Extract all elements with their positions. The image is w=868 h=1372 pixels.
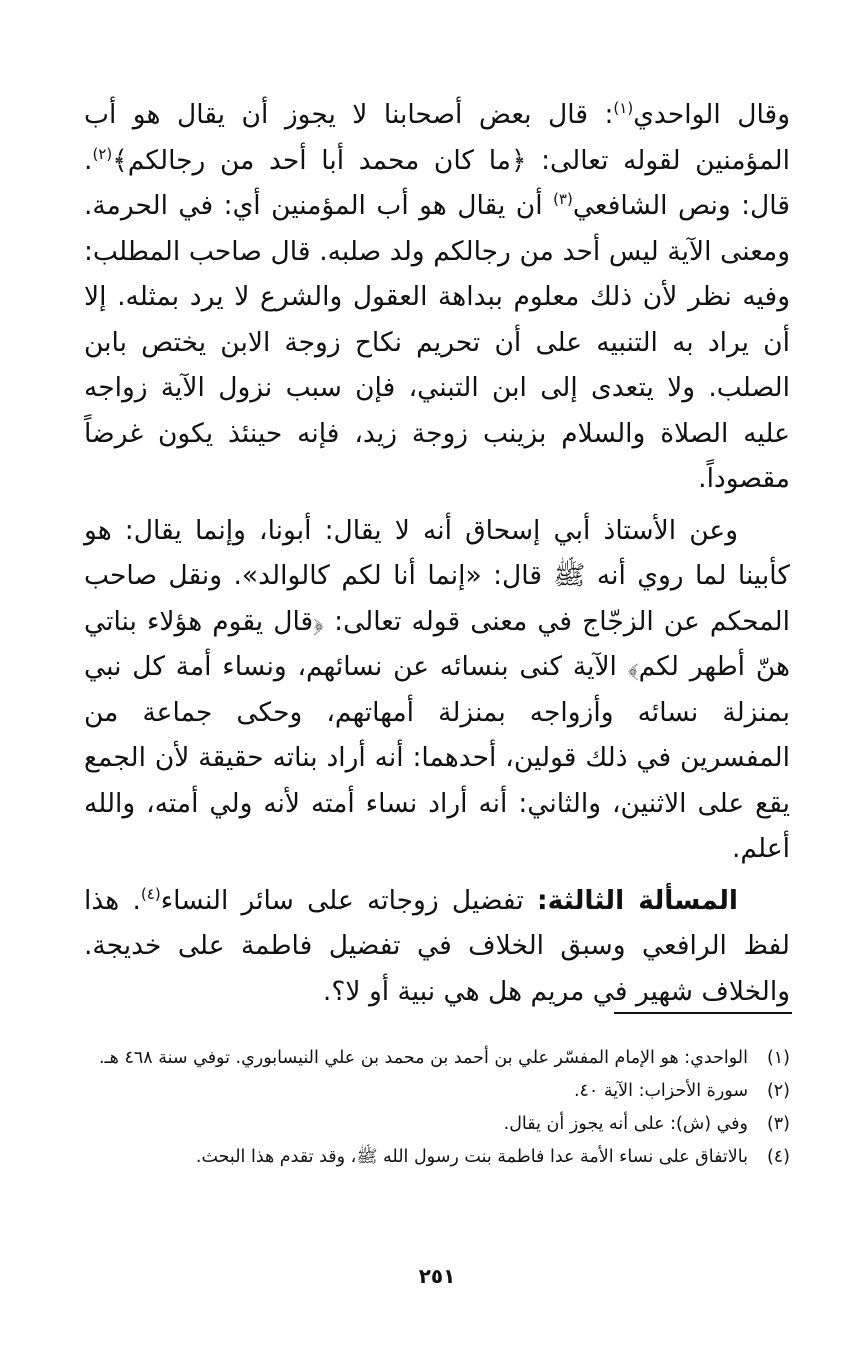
footnote-number: (١)	[766, 1048, 790, 1068]
paragraph-3	[84, 878, 790, 1015]
footnote-2	[84, 1075, 790, 1108]
paragraph-1-start: وقال الواحدي	[633, 99, 790, 130]
footnote-text: بالاتفاق على نساء الأمة عدا فاطمة بنت رسول الله ﷺ، وقد تقدم هذا البحث.	[195, 1147, 748, 1167]
footnote-text: الواحدي: هو الإمام المفسّر علي بن أحمد بن محمد بن علي النيسابوري. توفي سنة ٤٦٨ هـ.	[98, 1048, 748, 1068]
footnote-ref-3: (٣)	[553, 190, 573, 209]
paragraph-3-part-b: . هذا لفظ الرافعي وسبق الخلاف في تفضيل فاطمة على خديجة. والخلاف شهير في مريم هل هي نبية أو لا؟.	[84, 884, 790, 1007]
footnote-text: سورة الأحزاب: الآية ٤٠.	[573, 1081, 748, 1101]
footnote-ref-2: (٢)	[92, 144, 113, 163]
footnote-1	[84, 1042, 790, 1075]
footnote-ref-4: (٤)	[140, 884, 161, 903]
paragraph-1-part-c: . قال: ونص الشافعي	[84, 144, 790, 221]
section-heading: المسألة الثالثة:	[536, 884, 738, 916]
footnote-ref-1: (١)	[613, 99, 634, 118]
paragraph-1-part-d: أن يقال هو أب المؤمنين أي: في الحرمة. ومعنى الآية ليس أحد من رجالكم ولد صلبه. قال صاحب المطلب: وفيه نظر لأن ذلك معلوم ببداهة العقول والشرع لا يرد بمثله. إلا أن يراد به التنبيه على أن تحريم نكاح زوجة الابن يختص بابن الصلب. ولا يتعدى إلى ابن التبني، فإن سبب نزول الآية زواجه عليه الصلاة والسلام بزينب زوجة زيد، فإنه حينئذ يكون غرضاً مقصوداً.	[84, 190, 790, 494]
footnote-4	[84, 1141, 790, 1174]
page-number: ٢٥١	[418, 1264, 456, 1288]
paragraph-1	[84, 92, 790, 502]
paragraph-2: وعن الأستاذ أبي إسحاق أنه لا يقال: أبونا، وإنما يقال: هو كأبينا لما روي أنه ﷺ قال: «إنما أنا لكم كالوالد». ونقل صاحب المحكم عن الزجّاج في معنى قوله تعالى: ﴿قال يقوم هؤلاء بناتي هنّ أطهر لكم﴾ الآية كنى بنسائه عن نسائهم، ونساء أمة كل نبي بمنزلة نسائه وأزواجه بمنزلة أمهاتهم، وحكى جماعة من المفسرين في ذلك قولين، أحدهما: أنه أراد بناته حقيقة لأن الجمع يقع على الاثنين، والثاني: أنه أراد نساء أمته لأنه ولي أمته، والله أعلم.	[84, 514, 790, 864]
footnote-separator	[614, 1012, 792, 1014]
footnote-number: (٤)	[766, 1147, 790, 1167]
footnote-text: وفي (ش): على أنه يجوز أن يقال.	[503, 1114, 748, 1134]
footnotes	[84, 1042, 790, 1174]
paragraph-1-part-b: : قال بعض أصحابنا لا يجوز أن يقال هو أب المؤمنين لقوله تعالى: ﴿ما كان محمد أبا أحد من رجالكم﴾	[84, 99, 790, 176]
main-text	[84, 92, 790, 1014]
footnote-number: (٢)	[766, 1081, 790, 1101]
footnote-3	[84, 1108, 790, 1141]
book-page	[84, 92, 790, 1292]
footnote-number: (٣)	[766, 1114, 790, 1134]
paragraph-3-part-a: تفضيل زوجاته على سائر النساء	[160, 884, 537, 916]
